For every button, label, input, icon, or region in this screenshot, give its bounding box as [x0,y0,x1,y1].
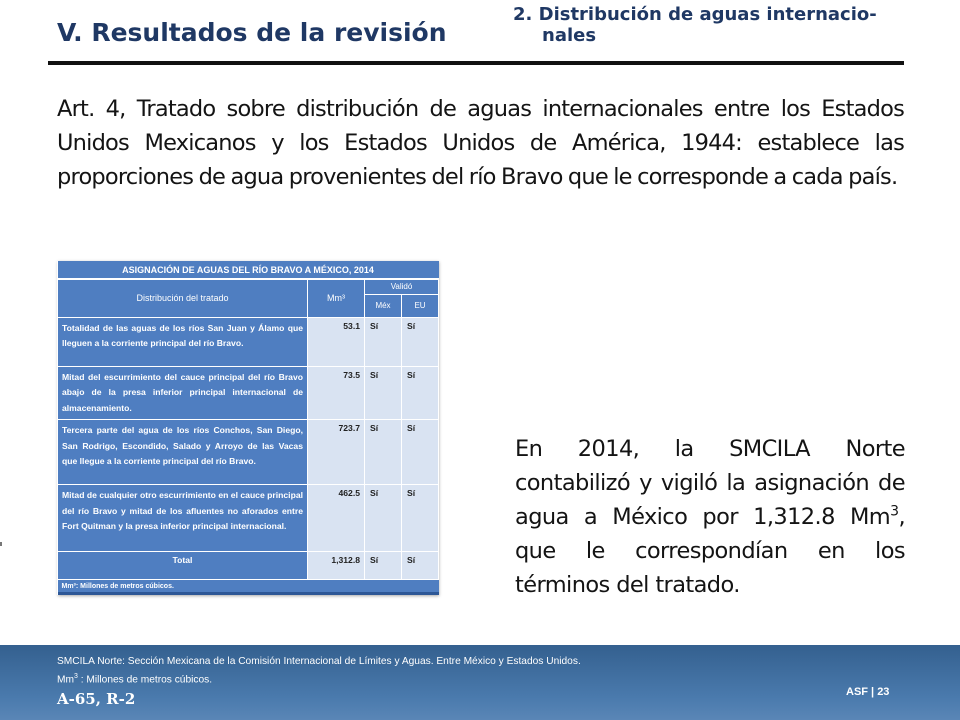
allocation-table [57,261,438,595]
section-title [513,4,933,46]
row-mex: Sí [365,485,402,552]
row-eu: Sí [402,485,439,552]
row-description: Tercera parte del agua de los ríos Conchos, San Diego, San Rodrigo, Escondido, Salado y Arroyo de las Vacas que llegue a la corriente principal del río Bravo. [58,420,308,485]
row-mex: Sí [365,420,402,485]
row-eu: Sí [402,366,439,420]
total-volume: 1,312.8 [308,552,365,580]
table-row [58,317,439,366]
footer-unit-rest: : Millones de metros cúbicos. [77,674,213,686]
footer-definition: SMCILA Norte: Sección Mexicana de la Comisión Internacional de Límites y Aguas. Entre México y Estados Unidos. [57,656,581,667]
summary-paragraph [515,432,905,602]
slide-mark [0,542,2,546]
header-eu: EU [402,294,439,317]
row-volume: 53.1 [308,317,365,366]
page-number: ASF | 23 [846,686,890,698]
summary-tail: , que le correspondían en los términos del tratado. [515,504,905,598]
summary-text: En 2014, la SMCILA Norte contabilizó y vigiló la asignación de agua a México por 1,312.8 Mm [515,436,905,530]
table-caption: ASIGNACIÓN DE AGUAS DEL RÍO BRAVO A MÉXICO, 2014 [58,261,439,279]
slide-title: V. Resultados de la revisión [57,18,447,47]
footer-unit-sup: 3 [73,673,78,680]
intro-paragraph: Art. 4, Tratado sobre distribución de aguas internacionales entre los Estados Unidos Mexicanos y los Estados Unidos de América, 1944: establece las proporciones de agua provenientes del río Bravo que le corresponde a cada país. [57,96,904,190]
summary-superscript: 3 [890,503,899,520]
title-divider [48,61,904,65]
row-description: Totalidad de las aguas de los ríos San Juan y Álamo que lleguen a la corriente principal del río Bravo. [58,317,308,366]
footer-unit-note [57,673,212,685]
row-eu: Sí [402,420,439,485]
table-row [58,420,439,485]
table-row [58,366,439,420]
row-mex: Sí [365,317,402,366]
section-title-line1: 2. Distribución de aguas internacio- [513,4,877,25]
row-mex: Sí [365,366,402,420]
row-volume: 723.7 [308,420,365,485]
audit-code: A-65, R-2 [57,690,136,708]
header-volume: Mm³ [308,279,365,317]
row-volume: 73.5 [308,366,365,420]
total-label: Total [58,552,308,580]
header-distribution: Distribución del tratado [58,279,308,317]
header-mex: Méx [365,294,402,317]
section-title-line2: nales [542,25,597,46]
row-description: Mitad del escurrimiento del cauce principal del río Bravo abajo de la presa inferior principal internacional de almacenamiento. [58,366,308,420]
row-description: Mitad de cualquier otro escurrimiento en el cauce principal del río Bravo y mitad de los afluentes no aforados entre Fort Quitman y la presa inferior principal internacional. [58,485,308,552]
footer-unit-prefix: Mm [57,674,74,686]
total-eu: Sí [402,552,439,580]
total-mex: Sí [365,552,402,580]
row-eu: Sí [402,317,439,366]
table-total-row [58,552,439,580]
row-volume: 462.5 [308,485,365,552]
table-note: Mm³: Millones de metros cúbicos. [58,580,439,594]
header-validated: Validó [365,279,439,294]
table-row [58,485,439,552]
